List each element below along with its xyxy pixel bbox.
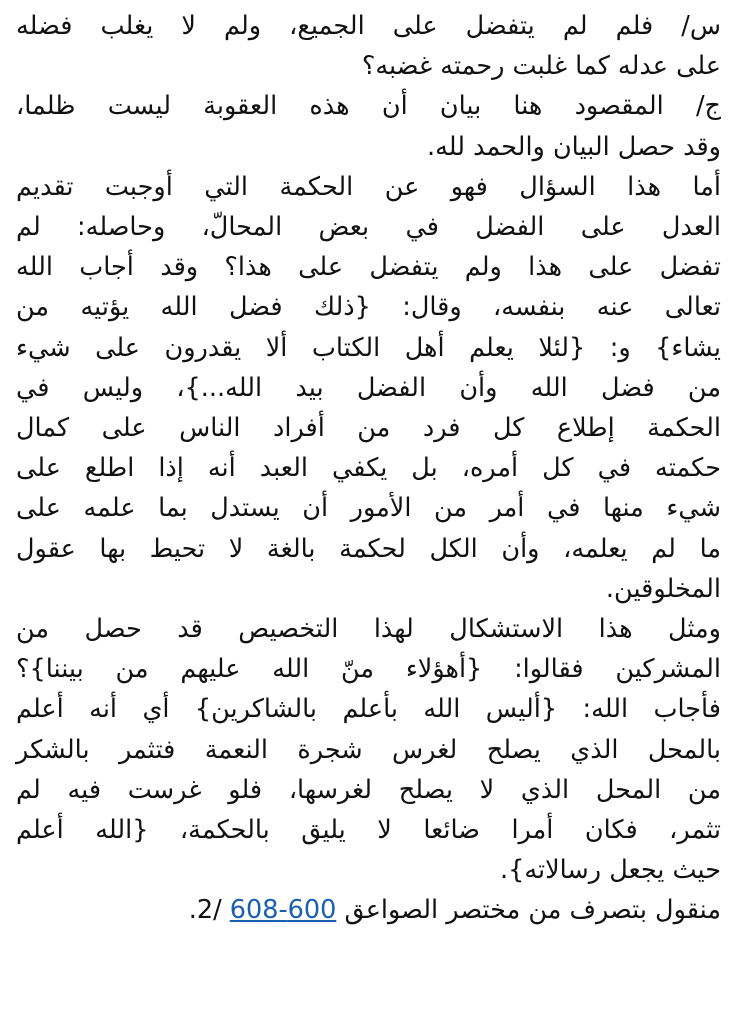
text-line: وقد حصل البيان والحمد لله. — [427, 131, 721, 162]
text-line: أما هذا السؤال فهو عن الحكمة التي أوجبت تقديم — [16, 171, 721, 202]
text-line: يشاء} و: {لئلا يعلم أهل الكتاب ألا يقدرون على شيء — [16, 332, 721, 363]
text-line: المشركين فقالوا: {أهؤلاء منّ الله عليهم من بيننا}؟ — [16, 654, 721, 685]
text-line: من المحل الذي لا يصلح لغرسها، فلو غرست فيه لم — [16, 774, 721, 805]
text-line: من فضل الله وأن الفضل بيد الله...}، وليس في — [16, 372, 721, 403]
text-line: س/ فلم لم يتفضل على الجميع، ولم لا يغلب فضله — [16, 11, 721, 41]
text-line: حكمته في كل أمره، بل يكفي العبد أنه إذا اطلع على — [16, 453, 721, 484]
paragraph-explanation — [16, 167, 721, 609]
text-line: ومثل هذا الاستشكال لهذا التخصيص قد حصل من — [16, 614, 721, 645]
source-citation — [16, 890, 721, 930]
text-line: حيث يجعل رسالاته}. — [500, 855, 721, 886]
text-line: فأجاب الله: {أليس الله بأعلم بالشاكرين} أي أنه أعلم — [16, 694, 721, 725]
text-line: شيء منها في أمر من الأمور أن يستدل بما علمه على — [16, 493, 721, 524]
paragraph-question — [16, 6, 721, 86]
text-line: ما لم يعلمه، وأن الكل لحكمة بالغة لا تحيط بها عقول — [16, 533, 721, 564]
source-suffix: /2. — [188, 895, 222, 926]
text-line: الحكمة إطلاع كل فرد من أفراد الناس على كمال — [16, 413, 721, 444]
text-line: على عدله كما غلبت رحمته غضبه؟ — [361, 51, 721, 82]
source-prefix: منقول بتصرف من مختصر الصواعق — [344, 895, 721, 926]
paragraph-analogy — [16, 609, 721, 890]
text-line: تعالى عنه بنفسه، وقال: {ذلك فضل الله يؤتيه من — [16, 292, 721, 323]
text-line: ج/ المقصود هنا بيان أن هذه العقوبة ليست ظلما، — [16, 91, 721, 122]
text-line: تثمر، فكان أمرا ضائعا لا يليق بالحكمة، {الله أعلم — [16, 815, 721, 846]
text-line: تفضل على هذا ولم يتفضل على هذا؟ وقد أجاب الله — [16, 252, 721, 283]
text-line: المخلوقين. — [605, 573, 721, 604]
paragraph-answer — [16, 86, 721, 166]
text-line: بالمحل الذي يصلح لغرس شجرة النعمة فتثمر بالشكر — [16, 734, 721, 765]
text-line: العدل على الفضل في بعض المحالّ، وحاصله: لم — [16, 212, 721, 243]
page-range-link[interactable]: 600-608 — [229, 895, 337, 926]
